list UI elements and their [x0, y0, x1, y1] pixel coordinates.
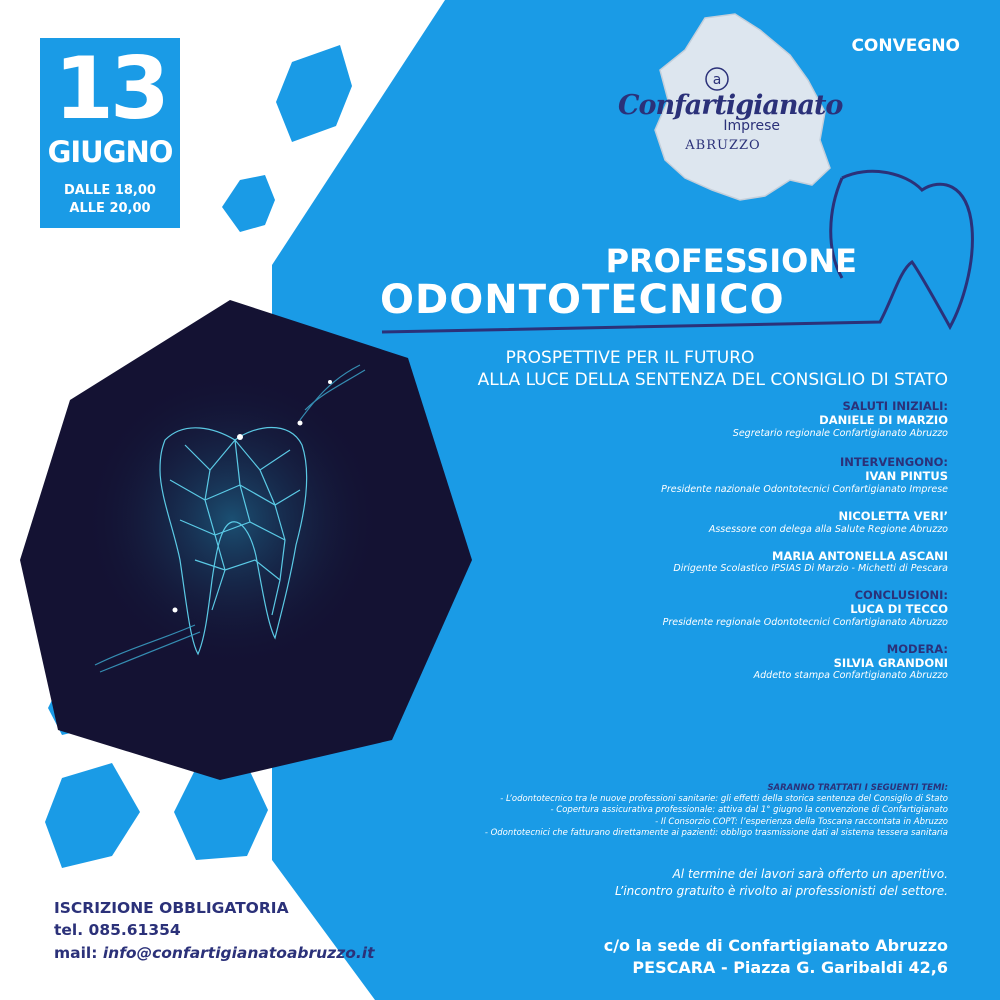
venue-address [604, 935, 948, 980]
closing-line: L’incontro gratuito è rivolto ai professionisti del settore. [614, 884, 948, 899]
confartigianato-logo [618, 90, 843, 153]
event-month: GIUGNO [47, 135, 173, 169]
phone-number-link[interactable]: 085.61354 [88, 921, 181, 940]
topic-item: - Copertura assicurativa professionale: attiva dal 1° giugno la convenzione di Confartigianato [550, 805, 948, 816]
email-label: mail: [54, 943, 98, 962]
phone-label: tel. [54, 921, 84, 940]
speaker-role: Dirigente Scolastico IPSIAS Di Marzio - Michetti di Pescara [673, 563, 948, 575]
subtitle-line-2: ALLA LUCE DELLA SENTENZA DEL CONSIGLIO DI STATO [477, 370, 948, 390]
speaker-block [528, 400, 948, 439]
email-link[interactable]: info@confartigianatoabruzzo.it [102, 943, 375, 962]
event-time-end: ALLE 20,00 [69, 201, 151, 216]
venue-line: c/o la sede di Confartigianato Abruzzo [603, 936, 948, 955]
closing-notes [615, 866, 948, 901]
event-day: 13 [54, 39, 166, 139]
hexagon-decoration [276, 45, 352, 142]
speaker-name: NICOLETTA VERI’ [838, 508, 948, 523]
hexagon-decoration [45, 763, 140, 868]
hexagon-decoration [222, 175, 275, 232]
speaker-block [528, 456, 948, 495]
registration-info [54, 897, 374, 964]
speakers-list [528, 400, 948, 696]
svg-text:a: a [712, 72, 722, 88]
speaker-name: LUCA DI TECCO [850, 602, 948, 617]
topics-heading: SARANNO TRATTATI I SEGUENTI TEMI: [767, 783, 948, 793]
speaker-section-heading: INTERVENGONO: [839, 455, 948, 470]
venue-line: PESCARA - Piazza G. Garibaldi 42,6 [632, 958, 948, 978]
date-box [40, 38, 180, 228]
speaker-name: DANIELE DI MARZIO [819, 412, 948, 427]
speaker-role: Presidente nazionale Odontotecnici Confartigianato Imprese [661, 484, 948, 496]
closing-line: Al termine dei lavori sarà offerto un aperitivo. [672, 867, 948, 881]
logo-name: Confartigianato [618, 90, 843, 121]
speaker-role: Assessore con delega alla Salute Regione Abruzzo [708, 523, 948, 535]
registration-heading: ISCRIZIONE OBBLIGATORIA [54, 899, 289, 917]
speaker-role: Presidente regionale Odontotecnici Confartigianato Abruzzo [662, 616, 948, 628]
logo-region: ABRUZZO [685, 138, 761, 153]
speaker-section-heading: MODERA: [886, 641, 948, 656]
speaker-section-heading: CONCLUSIONI: [854, 588, 948, 603]
title-line-1: PROFESSIONE [605, 242, 857, 280]
registration-email [54, 942, 374, 964]
speaker-role: Addetto stampa Confartigianato Abruzzo [753, 670, 948, 682]
subtitle-line-1: PROSPETTIVE PER IL FUTURO [505, 348, 755, 368]
topic-item: - Il Consorzio COPT: l’esperienza della Toscana raccontata in Abruzzo [655, 816, 948, 827]
logo-subname: Imprese [723, 118, 780, 134]
speaker-block [528, 550, 948, 576]
topics-list [348, 783, 948, 840]
speaker-role: Segretario regionale Confartigianato Abruzzo [732, 427, 948, 439]
topic-item: - Odontotecnici che fatturano direttamente ai pazienti: obbligo trasmissione dati al sistema tessera sanitaria [484, 828, 948, 839]
event-type-label: CONVEGNO [851, 36, 960, 56]
title-line-2: ODONTOTECNICO [380, 277, 785, 323]
speaker-name: IVAN PINTUS [865, 469, 948, 484]
speaker-name: MARIA ANTONELLA ASCANI [772, 548, 948, 563]
speaker-block [528, 589, 948, 628]
speaker-section-heading: SALUTI INIZIALI: [842, 399, 948, 413]
speaker-block [528, 643, 948, 682]
event-time-start: DALLE 18,00 [64, 183, 156, 198]
speaker-block [528, 510, 948, 536]
registration-phone [54, 919, 374, 941]
speaker-name: SILVIA GRANDONI [833, 655, 948, 670]
topic-item: - L’odontotecnico tra le nuove professioni sanitarie: gli effetti della storica sentenza del Consiglio di Stato [500, 793, 948, 804]
